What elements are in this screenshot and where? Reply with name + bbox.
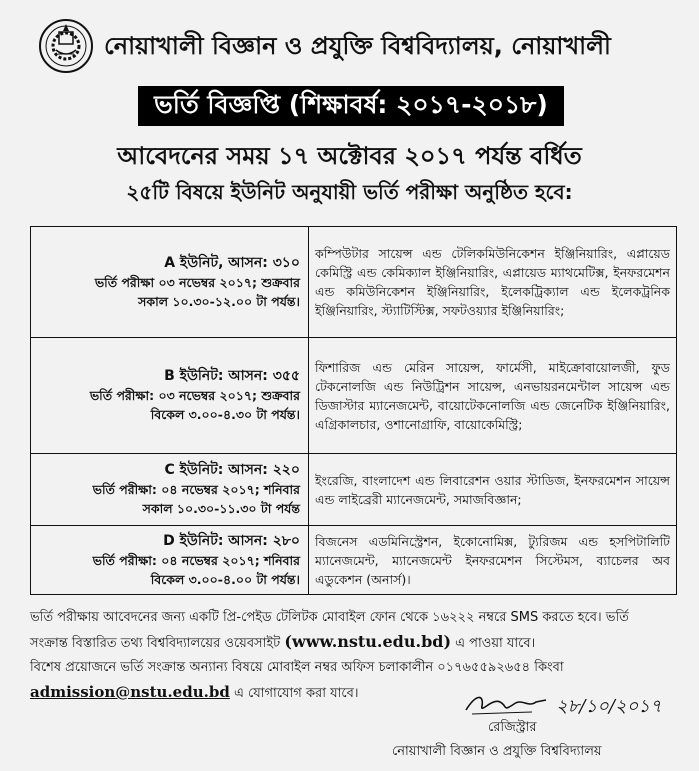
registrar-institution: নোয়াখালী বিজ্ঞান ও প্রযুক্তি বিশ্ববিদ্যালয় bbox=[392, 744, 602, 759]
website-suffix: এ পাওয়া যাবে। bbox=[455, 636, 536, 651]
university-name: নোয়াখালী বিজ্ঞান ও প্রযুক্তি বিশ্ববিদ্যালয়, নোয়াখালী bbox=[104, 32, 611, 60]
subheading: ২৫টি বিষয়ে ইউনিট অনুযায়ী ভর্তি পরীক্ষা অনুষ্ঠিত হবে: bbox=[126, 180, 573, 204]
exam-date-line: ভর্তি পরীক্ষা: ০৪ নভেম্বর ২০১৭; শনিবার bbox=[92, 482, 300, 497]
contact-text: বিশেষ প্রয়োজনে ভর্তি সংক্রান্ত অন্যান্য বিষয়ে মোবাইল নম্বর অফিস চলাকালীন ০১৭৬৫৫৯২৬৫৪ কিংবা bbox=[30, 660, 564, 675]
unit-info-cell bbox=[31, 227, 309, 338]
subjects-cell: বিজনেস এডমিনিস্ট্রেশন, ইকোনোমিক্স, ট্যুরিজম এন্ড হসপিটালিটি ম্যানেজমেন্ট, ম্যানেজমেন্ট ইনফরমেশন সিস্টেমস, ব্যাচেলর অব এডুকেশন (অনার্স)। bbox=[309, 526, 677, 595]
exam-time-line: সকাল ১০.৩০-১১.৩০ টা পর্যন্ত bbox=[142, 501, 300, 516]
exam-date-line: ভর্তি পরীক্ষা ০৩ নভেম্বর ২০১৭; শুক্রবার bbox=[94, 274, 300, 290]
subjects-cell: কম্পিউটার সায়েন্স এন্ড টেলিকমিউনিকেশন ইঞ্জিনিয়ারিং, এপ্লায়েড কেমিস্ট্রি এন্ড কেমিক্যাল ইঞ্জিনিয়ারিং, এপ্লায়েড ম্যাথমেটিক্স, ইনফরমেশন এন্ড কমিউনিকেশন ইঞ্জিনিয়ারিং, ইলেকট্রিক্যাল এন্ড ইলেকট্রনিক ইঞ্জিনিয়ারিং, স্ট্যাটিস্টিক্স, সফটওয়্যার ইঞ্জিনিয়ারিং; bbox=[309, 227, 677, 338]
unit-info-cell bbox=[31, 338, 309, 454]
unit-seat-line: D ইউনিট: আসন: ২৮০ bbox=[163, 532, 300, 549]
unit-seat-line: B ইউনিট: আসন: ৩৫৫ bbox=[164, 368, 300, 384]
unit-seat-line: C ইউনিট: আসন: ২২০ bbox=[164, 462, 300, 478]
unit-info-cell bbox=[31, 454, 309, 526]
table-row bbox=[31, 454, 677, 526]
signature-date: ২৮/১০/২০১৭ bbox=[556, 696, 662, 717]
table-row bbox=[31, 338, 677, 454]
exam-date-line: ভর্তি পরীক্ষা: ০৩ নভেম্বর ২০১৭; শুক্রবার bbox=[89, 388, 300, 403]
sms-text: ভর্তি পরীক্ষায় আবেদনের জন্য একটি প্রি-পেইড টেলিটক মোবাইল ফোন থেকে ১৬২২২ নম্বরে SMS করতে হবে। ভর্তি সংক্রান্ত বিস্তারিত তথ্য বিশ্ববিদ্যালয়ের ওয়েবসাইট bbox=[30, 610, 629, 651]
exam-time-line: বিকেল ৩.০০-৪.৩০ টা পর্যন্ত। bbox=[150, 407, 300, 422]
email-link[interactable]: admission@nstu.edu.bd bbox=[30, 683, 230, 701]
notice-title: ভর্তি বিজ্ঞপ্তি (শিক্ষাবর্ষ: ২০১৭-২০১৮) bbox=[138, 86, 564, 126]
university-logo-icon bbox=[38, 18, 94, 74]
table-row bbox=[31, 526, 677, 595]
deadline-text: আবেদনের সময় ১৭ অক্টোবর ২০১৭ পর্যন্ত বর্ধিত bbox=[117, 142, 582, 170]
exam-time-line: বিকেল ৩.০০-৪.০০ টা পর্যন্ত। bbox=[150, 571, 300, 587]
subjects-cell: ফিশারিজ এন্ড মেরিন সায়েন্স, ফার্মেসী, মাইক্রোবায়োলজী, ফুড টেকনোলজি এন্ড নিউট্রিশন সায়েন্স, এনভায়রনমেন্টাল সায়েন্স এন্ড ডিজাস্টার ম্যানেজমেন্ট, বায়োটেকনোলজি এন্ড জেনেটিক ইঞ্জিনিয়ারিং, এগ্রিকালচার, ওশানোগ্রাফি, বায়োকেমিস্ট্রি; bbox=[309, 338, 677, 454]
subjects-cell: ইংরেজি, বাংলাদেশ এন্ড লিবারেশন ওয়ার স্টাডিজ, ইনফরমেশন সায়েন্স এন্ড লাইব্রেরী ম্যানেজমেন্ট, সমাজবিজ্ঞান; bbox=[309, 454, 677, 526]
sms-paragraph bbox=[30, 606, 670, 656]
exam-time-line: সকাল ১০.৩০-১২.০০ টা পর্যন্ত। bbox=[138, 293, 300, 309]
unit-seat-line: A ইউনিট, আসন: ৩১০ bbox=[164, 254, 300, 271]
table-row bbox=[31, 227, 677, 338]
header bbox=[38, 18, 678, 74]
website-link[interactable]: (www.nstu.edu.bd) bbox=[284, 632, 452, 651]
registrar-title: রেজিস্ট্রার bbox=[488, 720, 537, 735]
email-suffix: এ যোগাযোগ করা যাবে। bbox=[233, 686, 359, 701]
unit-info-cell bbox=[31, 526, 309, 595]
units-table bbox=[30, 226, 677, 595]
exam-date-line: ভর্তি পরীক্ষা: ০৪ নভেম্বর ২০১৭; শনিবার bbox=[92, 552, 300, 568]
